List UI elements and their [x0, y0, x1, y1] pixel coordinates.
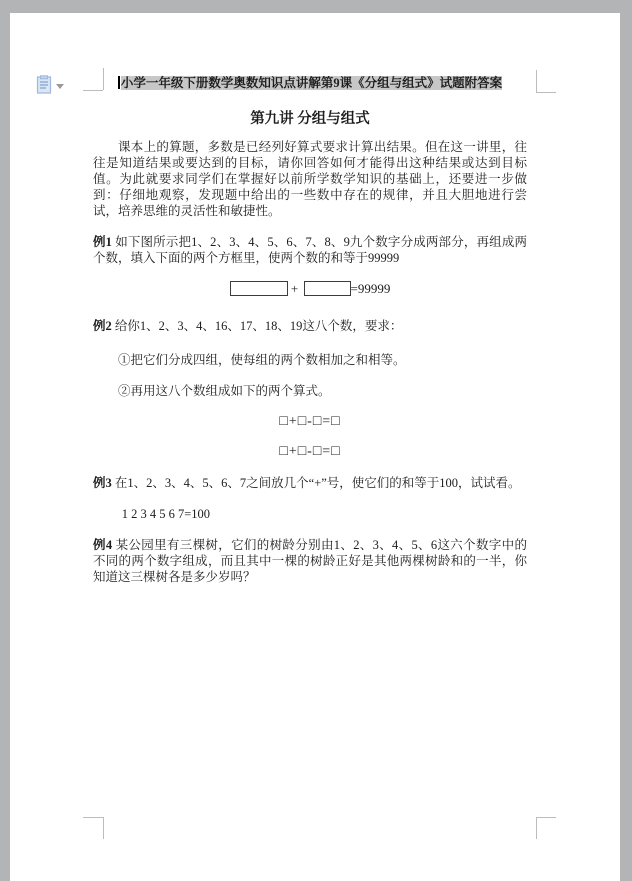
example3-paragraph: [93, 475, 527, 491]
example2-text: 给你1、2、3、4、16、17、18、19这八个数，要求：: [114, 319, 403, 333]
example2-box-formula-1: □+□-□=□: [279, 414, 341, 429]
example3-text: 在1、2、3、4、5、6、7之间放几个“+”号，使它们的和等于100，试试看。: [114, 476, 521, 490]
example2-box-formula-2: □+□-□=□: [279, 444, 341, 459]
example1-formula: [93, 281, 527, 297]
text-boundary-mark-top-right: [536, 70, 537, 92]
example4-label: 例4: [93, 538, 113, 552]
text-boundary-mark-bottom-left: [103, 817, 104, 839]
document-title: 小学一年级下册数学奥数知识点讲解第9课《分组与组式》试题附答案: [120, 76, 503, 90]
example3-number-line: 1 2 3 4 5 6 7=100: [121, 507, 211, 521]
intro-paragraph: 课本上的算题，多数是已经列好算式要求计算出结果。但在这一讲里，往往是知道结果或要达到的目标，请你回答如何才能得出这种结果或达到目标值。为此就要求同学们在掌握好以前所学数学知识的基础上，还要进一步做到：仔细地观察，发现题中给出的一些数中存在的规律，并且大胆地进行尝试，培养思维的灵活性和敏捷性。: [93, 140, 527, 218]
equals-result: =99999: [350, 281, 391, 296]
example4-text: 某公园里有三棵树，它们的树龄分别由1、2、3、4、5、6这六个数字中的不同的两个数字组成，而且其中一棵的树龄正好是其他两棵树龄和的一半，你知道这三棵树各是多少岁吗？: [93, 538, 527, 584]
text-boundary-mark-bottom-right: [536, 817, 556, 818]
example2-paragraph: [93, 318, 527, 334]
paste-options-button[interactable]: [36, 72, 80, 98]
text-boundary-mark-bottom-right: [536, 817, 537, 839]
text-boundary-mark-top-right: [536, 92, 556, 93]
document-title-line: [93, 76, 527, 91]
answer-box-2: [304, 281, 351, 296]
document-content: [93, 76, 527, 600]
paste-clipboard-icon: [36, 75, 53, 95]
section-heading: 第九讲 分组与组式: [250, 111, 370, 127]
answer-box-1: [230, 281, 288, 296]
example3-label: 例3: [93, 476, 112, 490]
plus-sign: +: [290, 281, 299, 296]
example1-text: 如下图所示把1、2、3、4、5、6、7、8、9九个数字分成两部分，再组成两个数，填入下面的两个方框里，使两个数的和等于99999: [93, 235, 527, 265]
example1-paragraph: [93, 234, 527, 266]
text-cursor: [118, 76, 120, 89]
example4-paragraph: [93, 537, 527, 585]
example1-label: 例1: [93, 235, 112, 249]
chevron-down-icon: [56, 84, 64, 89]
text-boundary-mark-bottom-left: [83, 817, 103, 818]
example2-label: 例2: [93, 319, 112, 333]
example2-item-2: ②再用这八个数组成如下的两个算式。: [118, 384, 331, 398]
example2-item-1: ①把它们分成四组，使每组的两个数相加之和相等。: [118, 353, 406, 367]
